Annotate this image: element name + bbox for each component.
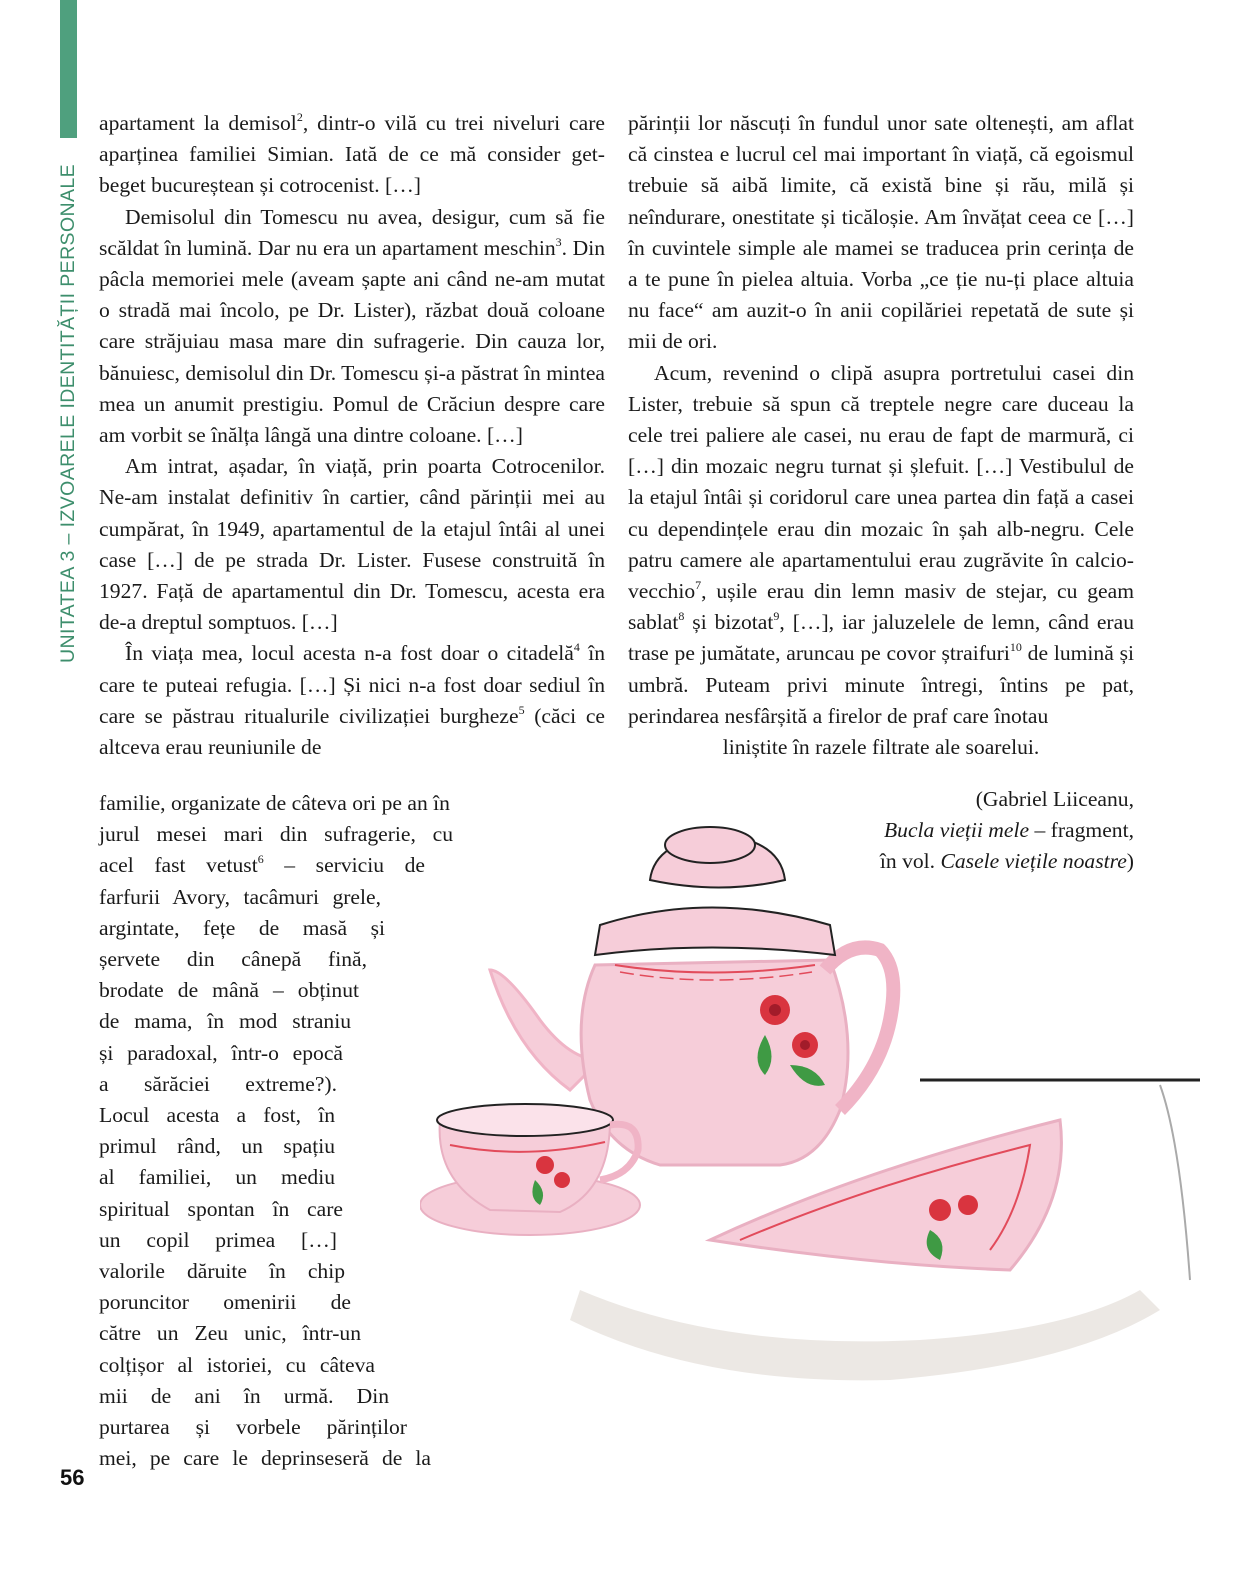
- text-line: șervete din cânepă fină,: [99, 947, 367, 972]
- footnote-ref[interactable]: 6: [257, 852, 264, 867]
- unit-tab-bar: [60, 0, 77, 138]
- text-line: argintate, fețe de masă și: [99, 915, 385, 940]
- citation-author: (Gabriel Liiceanu,: [975, 787, 1134, 811]
- unit-side-label: UNITATEA 3 – IZVOARELE IDENTITĂȚII PERSONALE: [57, 163, 79, 663]
- right-column: [628, 108, 1134, 763]
- footnote-ref[interactable]: 8: [678, 609, 685, 624]
- footnote-ref[interactable]: 3: [555, 234, 562, 249]
- text-line: mei, pe care le deprinseseră de la: [99, 1446, 431, 1471]
- text-line: valorile dăruite în chip: [99, 1259, 345, 1284]
- text-line: Locul acesta a fost, în: [99, 1103, 335, 1128]
- footnote-ref[interactable]: 4: [573, 640, 580, 655]
- text-line: primul rând, un spațiu: [99, 1134, 335, 1159]
- text-line: familie, organizate de câteva ori pe an în: [99, 791, 450, 815]
- text-line: acel fast vetust$^6$ – serviciu de: [99, 852, 426, 878]
- paragraph: Am intrat, așadar, în viață, prin poarta Cotrocenilor. Ne-am instalat definitiv în cartier, când părinții mei au cumpărat, în 1949, apartamentul de la etajul întâi al unei case […] de pe strada Dr. Lister. Fusese construită în 1927. Față de apartamentul din Dr. Tomescu, acesta era de-a dreptul somptuos. […]: [99, 454, 605, 635]
- closing-line: liniștite în razele filtrate ale soarelui.: [722, 735, 1040, 760]
- text-line: farfurii Avory, tacâmuri grele,: [99, 884, 381, 909]
- footnote-ref[interactable]: 7: [695, 577, 702, 592]
- footnote-ref[interactable]: 5: [518, 702, 525, 717]
- page-number: 56: [60, 1465, 85, 1490]
- paragraph: În viața mea, locul acesta n-a fost doar o citadelă$^4$ în care te puteai refugia. […] Și nici n-a fost doar sediul în care se păstrau ritualurile civilizației burgheze$^5$ (căci ce altceva erau reuniunile de: [99, 640, 605, 760]
- text-line: purtarea și vorbele părinților: [99, 1415, 407, 1440]
- text-line: de mama, în mod straniu: [99, 1009, 351, 1034]
- text-line: brodate de mână – obținut: [99, 978, 359, 1003]
- left-column: [99, 108, 605, 763]
- paragraph: părinții lor născuți în fundul unor sate oltenești, am aflat că cinstea e lucrul cel mai important în viață, că egoismul trebuie să aibă limite, că există bine și rău, milă și neîndurare, onestitate și ticăloșie. Am învățat ceea ce […] în cuvintele simple ale mamei se traducea prin cerința de a te pune în pielea altuia. Vorba „ce ție nu-ți place altuia nu face“ am auzit-o în anii copilăriei repetată de sute și mii de ori.: [628, 111, 1134, 354]
- paragraph: Acum, revenind o clipă asupra portretului casei din Lister, trebuie să spun că treptele negre care duceau la cele trei paliere ale casei, nu erau de fapt de marmură, ci […] din mozaic negru turnat și șlefuit. […] Vestibulul de la etajul întâi și coridorul care unea partea din față a casei cu dependințele erau din mozaic în șah alb-negru. Cele patru camere ale apartamentului erau zugrăvite în calcio-vecchio$^7$, ușile erau din lemn masiv de stejar, cu geam sablat$^8$ și bizotat$^9$, […], iar jaluzelele de lemn, când erau trase pe jumătate, aruncau pe covor ștraifuri$^{10}$ de lumină și umbră. Puteam privi minute întregi, întins pe pat, perindarea nesfârșită a firelor de praf care înotau: [628, 360, 1135, 728]
- text-line: poruncitor omenirii de: [99, 1290, 351, 1315]
- footnote-ref[interactable]: 10: [1009, 640, 1022, 655]
- paragraph: apartament la demisol$^2$, dintr-o vilă cu trei niveluri care aparținea familiei Simian. Iată de ce mă consider get-beget bucureștean și cotrocenist. […]: [99, 109, 605, 198]
- text-line: al familiei, un mediu: [99, 1165, 335, 1190]
- footnote-ref[interactable]: 2: [296, 109, 303, 124]
- citation-volume-line: în vol. Casele viețile noastre): [879, 849, 1134, 874]
- text-line: și paradoxal, într-o epocă: [99, 1040, 343, 1065]
- footnote-ref[interactable]: 9: [773, 609, 780, 624]
- text-line: colțișor al istoriei, cu câteva: [99, 1352, 375, 1377]
- text-line: un copil primea […]: [99, 1227, 337, 1252]
- text-line: jurul mesei mari din sufragerie, cu: [99, 822, 453, 847]
- text-line: către un Zeu unic, într-un: [99, 1321, 361, 1346]
- teapot-illustration: [420, 820, 1220, 1420]
- text-line: mii de ani în urmă. Din: [99, 1383, 389, 1408]
- text-line: spiritual spontan în care: [99, 1196, 343, 1221]
- text-line: a sărăciei extreme?).: [99, 1071, 337, 1096]
- paragraph: Demisolul din Tomescu nu avea, desigur, cum să fie scăldat în lumină. Dar nu era un apartament meschin$^3$. Din pâcla memoriei mele (aveam șapte ani când ne-am mutat o stradă mai încolo, pe Dr. Lister), răzbat două coloane care străjuiau masa mare din sufragerie. Din cauza lor, bănuiesc, demisolul din Dr. Tomescu și-a păstrat în mintea mea un anumit prestigiu. Pomul de Crăciun despre care am vorbit se înălța lângă una dintre coloane. […]: [99, 204, 606, 448]
- citation-title-line: Bucla vieții mele – fragment,: [883, 818, 1134, 843]
